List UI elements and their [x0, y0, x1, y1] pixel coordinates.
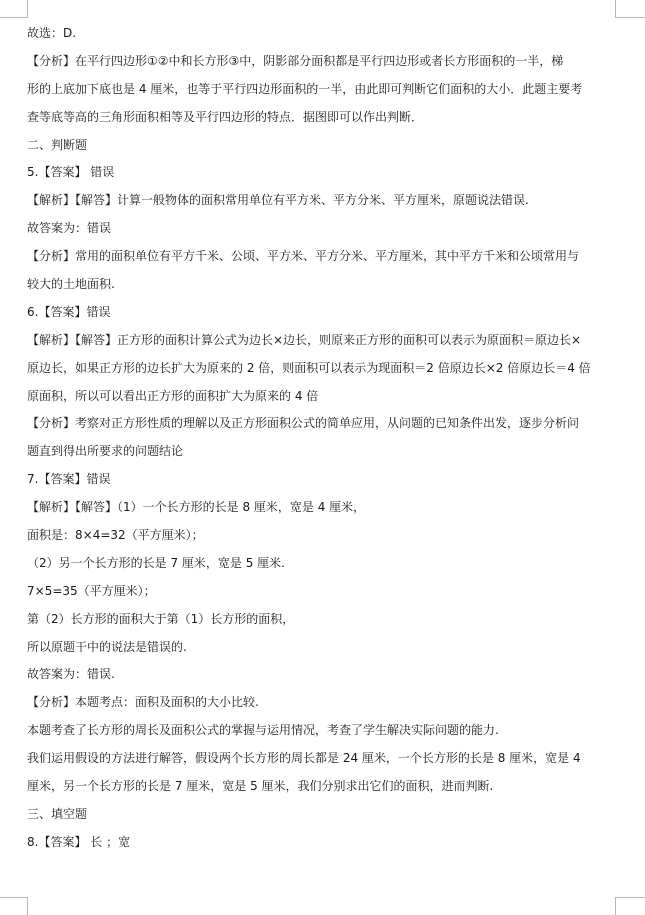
text-line: 我们运用假设的方法进行解答，假设两个长方形的周长都是 24 厘米，一个长方形的长是 8 厘米，宽是 4 — [27, 751, 581, 766]
text-line: 故选：D. — [27, 26, 77, 40]
crop-mark-bottom-right-vertical — [615, 897, 616, 915]
text-line: 查等底等高的三角形面积相等及平行四边形的特点．据图即可以作出判断． — [27, 109, 424, 124]
text-line: 原边长，如果正方形的边长扩大为原来的 2 倍，则面积可以表示为现面积＝2 倍原边长×2 倍原边长＝4 倍 — [27, 360, 591, 375]
text-line: 故答案为：错误. — [27, 667, 115, 682]
text-line: 第（2）长方形的面积大于第（1）长方形的面积， — [27, 611, 295, 626]
text-line: 较大的土地面积. — [27, 277, 115, 292]
text-line: 【分析】本题考点：面积及面积的大小比较. — [27, 695, 259, 710]
text-line: 故答案为：错误 — [27, 221, 112, 236]
answer-line: 5.【答案】 错误 — [27, 165, 115, 180]
text-line: 【分析】在平行四边形①②中和长方形③中，阴影部分面积都是平行四边形或者长方形面积的一半，梯 — [27, 53, 564, 68]
crop-mark-bottom-left-vertical — [27, 897, 28, 915]
crop-mark-top-right-vertical — [615, 0, 616, 18]
text-line: 【解析】【解答】（1）一个长方形的长是 8 厘米，宽是 4 厘米， — [27, 500, 366, 515]
section-heading: 二、判断题 — [27, 137, 88, 152]
text-line: 本题考查了长方形的周长及面积公式的掌握与运用情况，考查了学生解决实际问题的能力. — [27, 723, 499, 738]
crop-mark-bottom-left-horizontal — [0, 897, 28, 898]
text-line: 【分析】考察对正方形性质的理解以及正方形面积公式的简单应用，从问题的已知条件出发，逐步分析问 — [27, 416, 580, 431]
crop-mark-top-left-vertical — [27, 0, 28, 18]
text-line: 题直到得出所要求的问题结论 — [27, 444, 184, 459]
crop-mark-top-right-horizontal — [615, 17, 645, 18]
text-line: 【解析】【解答】正方形的面积计算公式为边长×边长，则原来正方形的面积可以表示为原面积＝原边长× — [27, 332, 582, 347]
answer-line: 8.【答案】 长 ；宽 — [27, 834, 131, 849]
document-body — [27, 20, 615, 857]
text-line: 所以原题干中的说法是错误的. — [27, 639, 187, 654]
answer-line: 6.【答案】错误 — [27, 304, 111, 319]
text-line: 厘米，另一个长方形的长是 7 厘米，宽是 5 厘米，我们分别求出它们的面积，进而判断. — [27, 779, 494, 794]
text-line: 7×5=35（平方厘米）； — [27, 583, 156, 598]
crop-mark-top-left-horizontal — [0, 17, 28, 18]
text-line: 形的上底加下底也是 4 厘米，也等于平行四边形面积的一半，由此即可判断它们面积的大小．此题主要考 — [27, 81, 583, 96]
text-line: 【分析】常用的面积单位有平方千米、公顷、平方米、平方分米、平方厘米，其中平方千米和公顷常用与 — [27, 249, 580, 264]
text-line: 【解析】【解答】计算一般物体的面积常用单位有平方米、平方分米、平方厘米，原题说法错误. — [27, 193, 529, 208]
answer-line: 7.【答案】错误 — [27, 472, 111, 487]
section-heading: 三、填空题 — [27, 806, 88, 821]
text-line: 原面积，所以可以看出正方形的面积扩大为原来的 4 倍 — [27, 388, 319, 403]
crop-mark-bottom-right-horizontal — [615, 897, 645, 898]
text-line: 面积是：8×4=32（平方厘米）； — [27, 528, 204, 543]
text-line: （2）另一个长方形的长是 7 厘米，宽是 5 厘米. — [27, 555, 285, 570]
